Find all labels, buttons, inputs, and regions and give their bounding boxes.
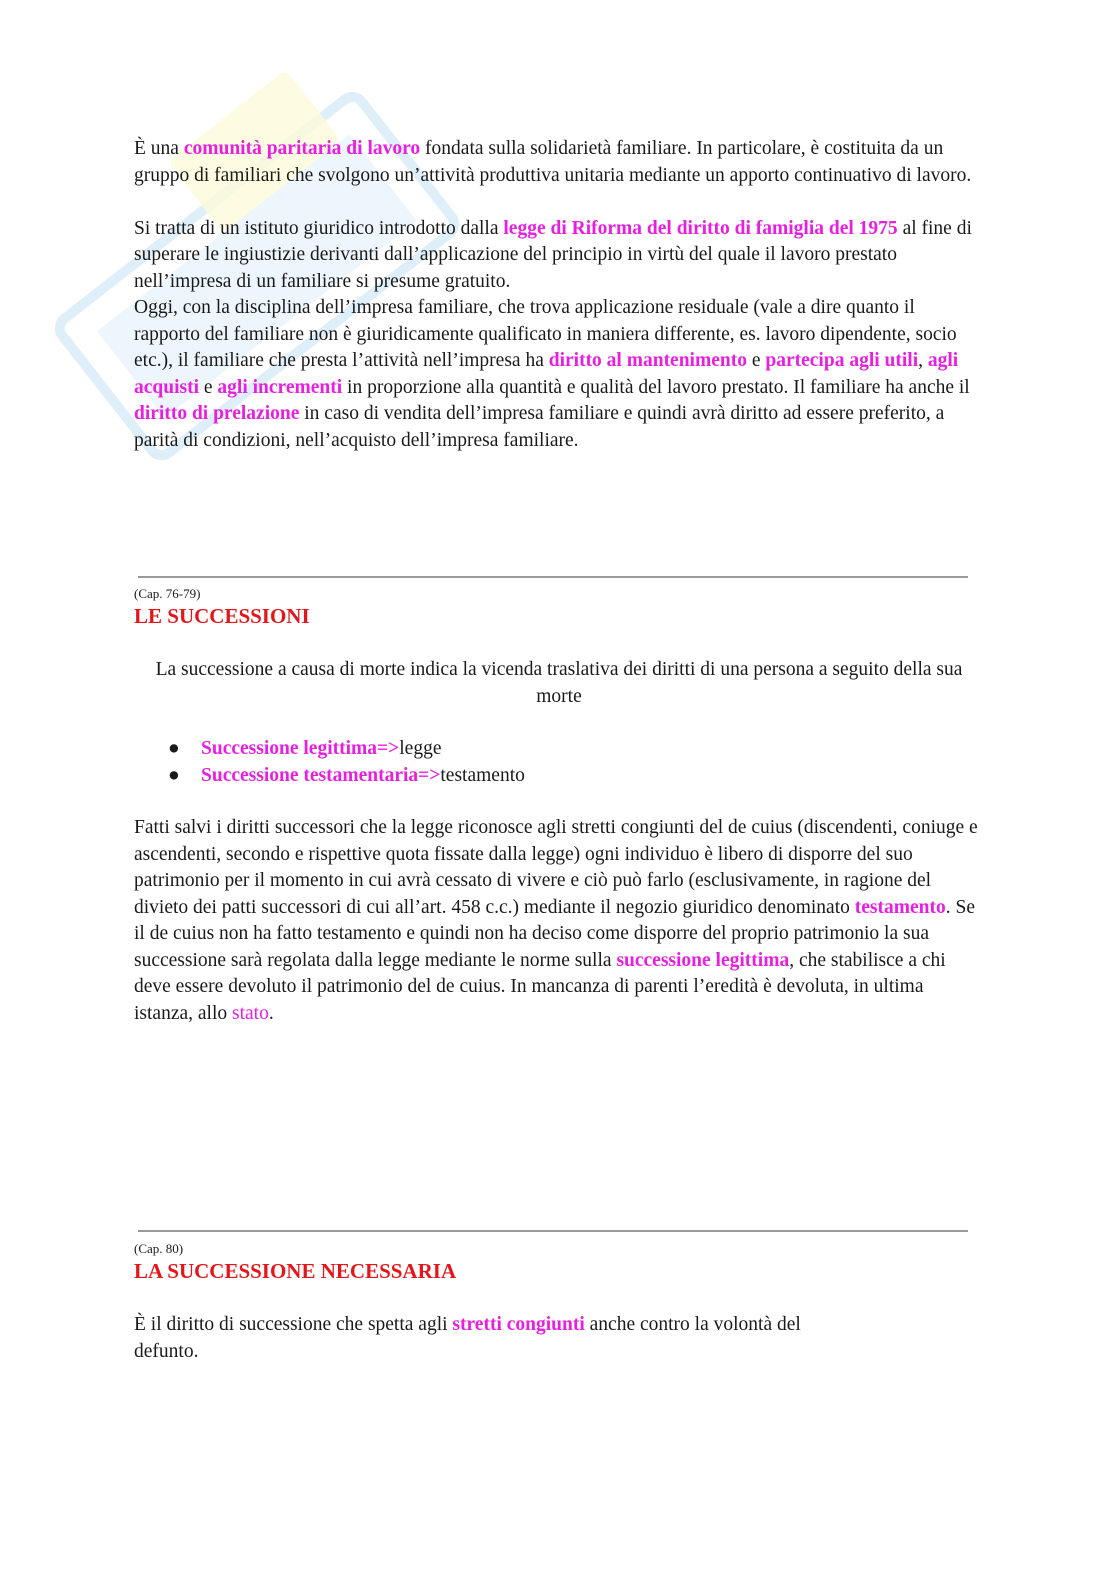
paragraph-legge: Si tratta di un istituto giuridico introdotto dalla legge di Riforma del diritto di famiglia del 1975 al fine di superare le ingiustizie derivanti dall’applicazione del principio in virtù del quale il lavoro prestato nell’impresa di un familiare si presume gratuito. [134, 217, 972, 292]
highlight-testamento: testamento [854, 896, 946, 918]
section-successione-necessaria [134, 1241, 984, 1365]
highlight-stato: stato [232, 1002, 269, 1024]
section-successioni [134, 586, 984, 1027]
bullet-icon: ● [168, 764, 180, 786]
chapter-reference: (Cap. 80) [134, 1241, 184, 1256]
section-impresa-familiare [134, 136, 984, 454]
highlight-mantenimento: diritto al mantenimento [548, 350, 747, 371]
bullet-icon: ● [168, 738, 180, 759]
paragraph-definition: È il diritto di successione che spetta agli stretti congiunti anche contro la volontà del defunto. [134, 1314, 801, 1362]
highlight-stretti-congiunti: stretti congiunti [452, 1314, 585, 1335]
chapter-reference: (Cap. 76-79) [134, 586, 201, 601]
highlight-utili: partecipa agli utili [765, 350, 919, 371]
section-title: LA SUCCESSIONE NECESSARIA [134, 1259, 457, 1283]
paragraph-disciplina: Oggi, con la disciplina dell’impresa familiare, che trova applicazione residuale (vale a dire quanto il rapporto del familiare non è giuridicamente qualificato in maniera differente, es. lavoro dipendente, socio etc.), il familiare che presta l’attività nell’impresa ha diritto al mantenimento e partecipa agli utili, agli acquisti e agli incrementi in proporzione alla quantità e qualità del lavoro prestato. Il familiare ha anche il diritto di prelazione in caso di vendita dell’impresa familiare e quindi avrà diritto ad essere preferito, a parità di condizioni, nell’acquisto dell’impresa familiare. [134, 297, 970, 451]
list-item: ● Successione legittima=>legge [134, 736, 984, 763]
highlight-prelazione: diritto di prelazione [134, 403, 300, 424]
section-divider [138, 1230, 968, 1232]
paragraph-diritti-successori: Fatti salvi i diritti successori che la legge riconosce agli stretti congiunti del de cuius (discendenti, coniuge e ascendenti, secondo e rispettive quota fissate dalla legge) ogni individuo è libero di disporre del suo patrimonio per il momento in cui avrà cessato di vivere e ciò può farlo (esclusivamente, in ragione del divieto dei patti successori di cui all’art. 458 c.c.) mediante il negozio giuridico denominato testamento. Se il de cuius non ha fatto testamento e quindi non ha deciso come disporre del proprio patrimonio la sua successione sarà regolata dalla legge mediante le norme sulla successione legittima, che stabilisce a chi deve essere devoluto il patrimonio del de cuius. In mancanza di parenti l’eredità è devoluta, in ultima istanza, allo stato. [134, 817, 978, 1024]
highlight-legge-riforma: legge di Riforma del diritto di famiglia del 1975 [503, 217, 898, 239]
highlight-comunita: comunità paritaria di lavoro [183, 138, 421, 159]
section-title: LE SUCCESSIONI [134, 604, 310, 628]
successione-list [134, 736, 984, 789]
highlight-successione-legittima: successione legittima [616, 949, 790, 971]
highlight-incrementi: agli incrementi [217, 376, 343, 398]
section-divider [138, 576, 968, 578]
paragraph-definition: È una comunità paritaria di lavoro fondata sulla solidarietà familiare. In particolare, è costituita da un gruppo di familiari che svolgono un’attività produttiva unitaria mediante un apporto continuativo di lavoro. [134, 138, 972, 186]
paragraph-intro: La successione a causa di morte indica la vicenda traslativa dei diritti di una persona a seguito della sua morte [155, 659, 963, 707]
highlight-acquisti: agli acquisti [134, 350, 959, 398]
list-item: ● Successione testamentaria=>testamento [134, 763, 984, 790]
